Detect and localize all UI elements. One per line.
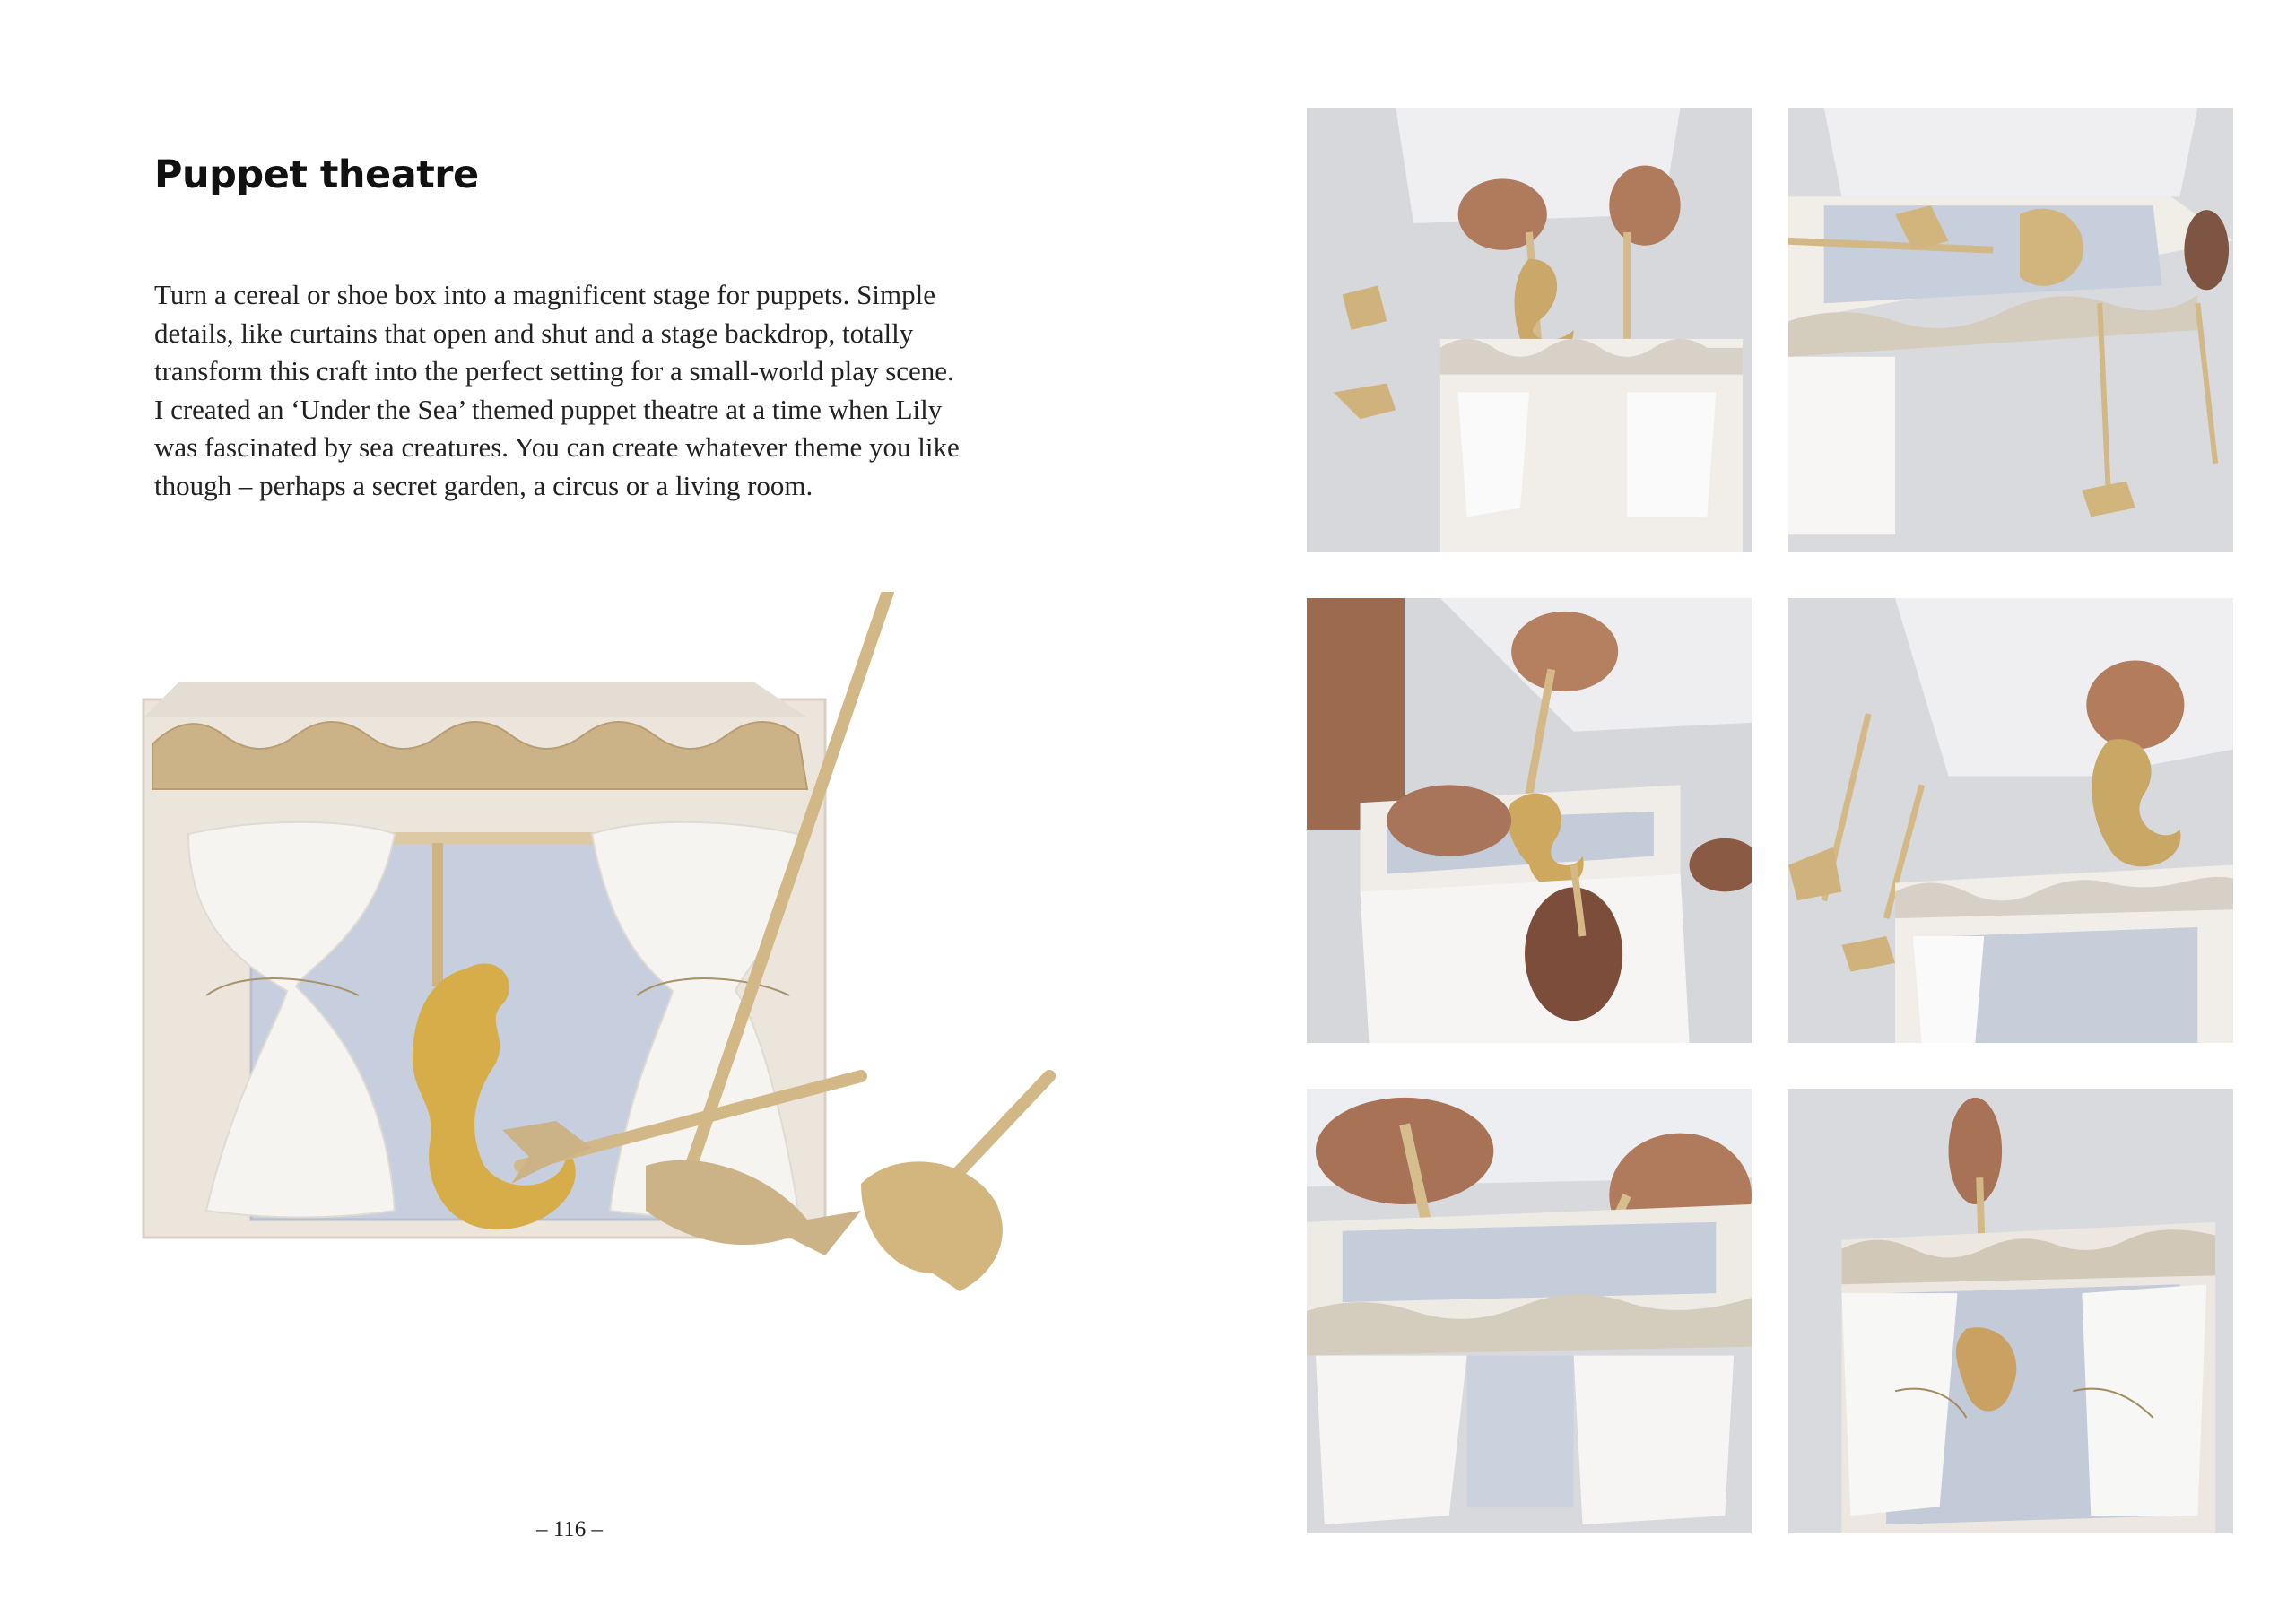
hand <box>1316 1098 1493 1204</box>
stage-opening <box>1467 1356 1574 1507</box>
curtain <box>1316 1356 1467 1524</box>
seahorse-stick <box>432 843 443 986</box>
page-number: – 116 – <box>535 1517 604 1542</box>
curtain <box>1913 936 1984 1043</box>
hand <box>2184 210 2229 290</box>
intro-line: details, like curtains that open and shut and a stage backdrop, totally <box>154 317 914 349</box>
right-page <box>1148 0 2296 1607</box>
curtain <box>2082 1284 2206 1516</box>
intro-line: I created an ‘Under the Sea’ themed puppet theatre at a time when Lily <box>154 393 943 425</box>
step-photo-6-image <box>1788 1089 2233 1533</box>
intro-paragraph <box>154 276 997 505</box>
step-photo-2-image <box>1788 108 2233 552</box>
step-photo-3-image <box>1307 598 1752 1043</box>
left-hand <box>1458 178 1547 249</box>
child-legs <box>1895 598 2233 776</box>
stage-backdrop <box>1949 927 2198 1043</box>
hand <box>1387 785 1511 856</box>
curtain <box>1788 357 1895 534</box>
step-photo-4-image <box>1788 598 2233 1043</box>
intro-line: transform this craft into the perfect setting for a small-world play scene. <box>154 355 954 387</box>
step-photo-1 <box>1307 108 1752 552</box>
curtain <box>1842 1293 1958 1516</box>
wave-pelmet <box>1440 339 1743 375</box>
step-photo-4 <box>1788 598 2233 1043</box>
puppet-theatre-photo <box>90 592 1166 1489</box>
step-photo-6 <box>1788 1089 2233 1533</box>
stage-backdrop <box>1343 1222 1717 1302</box>
child-legs <box>1824 108 2198 196</box>
curtain <box>1574 1356 1735 1524</box>
page-title: Puppet theatre <box>154 152 479 197</box>
right-hand <box>1609 165 1680 245</box>
intro-line: was fascinated by sea creatures. You can create whatever theme you like <box>154 431 960 463</box>
round-fish-puppet <box>861 1161 1003 1291</box>
curtain <box>1627 392 1716 517</box>
arm <box>1307 598 1405 830</box>
step-photo-5 <box>1307 1089 1752 1533</box>
hand <box>1949 1098 2003 1204</box>
step-photo-3 <box>1307 598 1752 1043</box>
step-photo-5-image <box>1307 1089 1752 1533</box>
intro-line: though – perhaps a secret garden, a circus or a living room. <box>154 469 813 501</box>
hand <box>2086 660 2184 749</box>
hand <box>1525 887 1622 1021</box>
step-photo-2 <box>1788 108 2233 552</box>
intro-line: Turn a cereal or shoe box into a magnificent stage for puppets. Simple <box>154 279 935 310</box>
curtain <box>1361 874 1690 1043</box>
curtain <box>1458 392 1529 517</box>
box-lid <box>144 682 807 717</box>
step-photo-1-image <box>1307 108 1752 552</box>
hand <box>1511 612 1618 691</box>
